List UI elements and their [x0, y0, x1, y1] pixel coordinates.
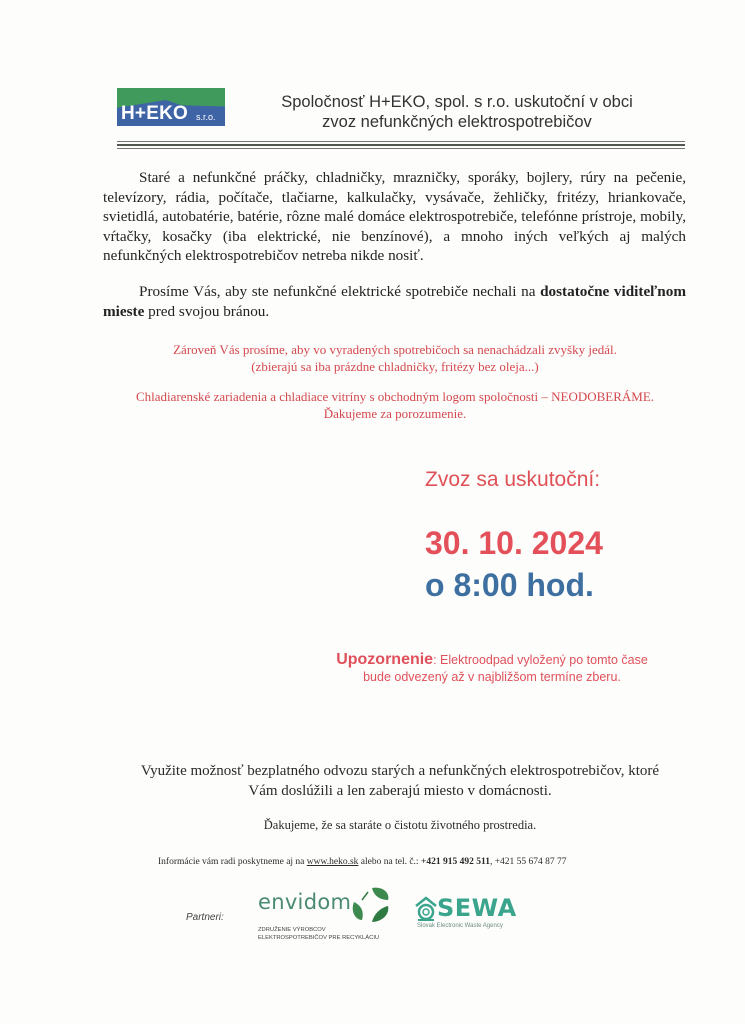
- warning-text: Elektroodpad vyložený po tomto čase: [436, 653, 648, 667]
- paragraph-text: Staré a nefunkčné práčky, chladničky, mrazničky, sporáky, bojlery, rúry na pečenie, televízory, rádia, počítače, tlačiarne, kalkulačky, vysávače, žehličky, fritézy, hriankovače, svietidlá, autobatérie, batérie, rôzne malé domáce elektrospotrebiče, telefónne prístroje, mobily, vŕtačky, kosačky (iba elektrické, nie benzínové), a mnoho iných veľkých aj malých nefunkčných elektrospotrebičov netreba nikde nosiť.: [103, 169, 686, 264]
- warning-label: Upozornenie: [336, 651, 434, 668]
- warning-notice: [302, 651, 682, 685]
- header: [117, 88, 697, 136]
- warning-colon: :: [433, 653, 437, 667]
- divider-line: [117, 144, 685, 146]
- collection-date: 30. 10. 2024: [425, 525, 603, 561]
- title-line-2: zvoz nefunkčných elektrospotrebičov: [322, 113, 592, 131]
- website-link[interactable]: www.heko.sk: [306, 857, 359, 867]
- phone-secondary: , +421 55 674 87 77: [489, 857, 567, 867]
- sewa-name: SEWA: [437, 894, 517, 922]
- footer-line: Vám doslúžili a len zaberajú miesto v domácnosti.: [248, 783, 552, 799]
- envidom-subtitle-line: ELEKTROSPOTREBIČOV PRE RECYKLÁCIU: [258, 935, 380, 941]
- collection-label: Zvoz sa uskutoční:: [425, 468, 601, 491]
- title-line-1: Spoločnosť H+EKO, spol. s r.o. uskutoční v obci: [281, 93, 633, 111]
- note-line: Zároveň Vás prosíme, aby vo vyradených spotrebičoch sa nenachádzali zvyšky jedál.: [173, 342, 617, 357]
- appliance-list-paragraph: [103, 168, 686, 266]
- note-line: Chladiarenské zariadenia a chladiace vitríny s obchodným logom spoločnosti – NEODOBERÁME.: [135, 389, 655, 404]
- paragraph-text: pred svojou bránou.: [144, 302, 270, 320]
- header-divider: [117, 141, 685, 149]
- collection-time: o 8:00 hod.: [425, 567, 594, 603]
- info-text: Informácie vám radi poskytneme aj na: [158, 857, 307, 867]
- warning-text: bude odvezený až v najbližšom termíne zberu.: [363, 670, 621, 684]
- sewa-house-icon: [415, 896, 437, 922]
- warning-line: [302, 651, 682, 669]
- note-line: (zbierajú sa iba prázdne chladničky, fritézy bez oleja...): [251, 359, 539, 374]
- envidom-logo: [258, 884, 398, 954]
- commercial-fridges-note: [100, 388, 690, 422]
- paragraph-emphasis: dostatočne viditeľnom mieste: [103, 283, 686, 320]
- envidom-name: envidom: [258, 890, 352, 914]
- envidom-subtitle: [258, 926, 379, 942]
- paragraph-text: Prosíme Vás, aby ste nefunkčné elektrické spotrebiče nechali na: [139, 283, 541, 300]
- placement-paragraph: [103, 282, 686, 321]
- info-text: alebo na tel. č.:: [358, 857, 421, 867]
- envidom-subtitle-line: ZDRUŽENIE VÝROBCOV: [258, 927, 326, 933]
- free-pickup-paragraph: [90, 761, 710, 801]
- food-remains-note: [100, 341, 690, 375]
- sewa-logo: [415, 896, 535, 941]
- logo-suffix: s.r.o.: [196, 112, 216, 122]
- contact-info: [158, 857, 567, 867]
- divider-line: [117, 141, 685, 142]
- page-title: [247, 92, 667, 132]
- heko-logo: [117, 88, 225, 126]
- thanks-line: Ďakujeme, že sa staráte o čistotu životného prostredia.: [263, 818, 537, 832]
- phone-primary: +421 915 492 511: [420, 857, 490, 867]
- logo-brand: H+EKO: [121, 103, 188, 124]
- footer-line: Využite možnosť bezplatného odvozu starých a nefunkčných elektrospotrebičov, ktoré: [140, 763, 660, 779]
- divider-line: [117, 148, 685, 149]
- sewa-tagline: Slovak Electronic Waste Agency: [417, 923, 503, 929]
- recycle-leaves-icon: [350, 886, 392, 924]
- partners-label: Partneri:: [186, 912, 224, 923]
- note-line: Ďakujeme za porozumenie.: [323, 406, 467, 421]
